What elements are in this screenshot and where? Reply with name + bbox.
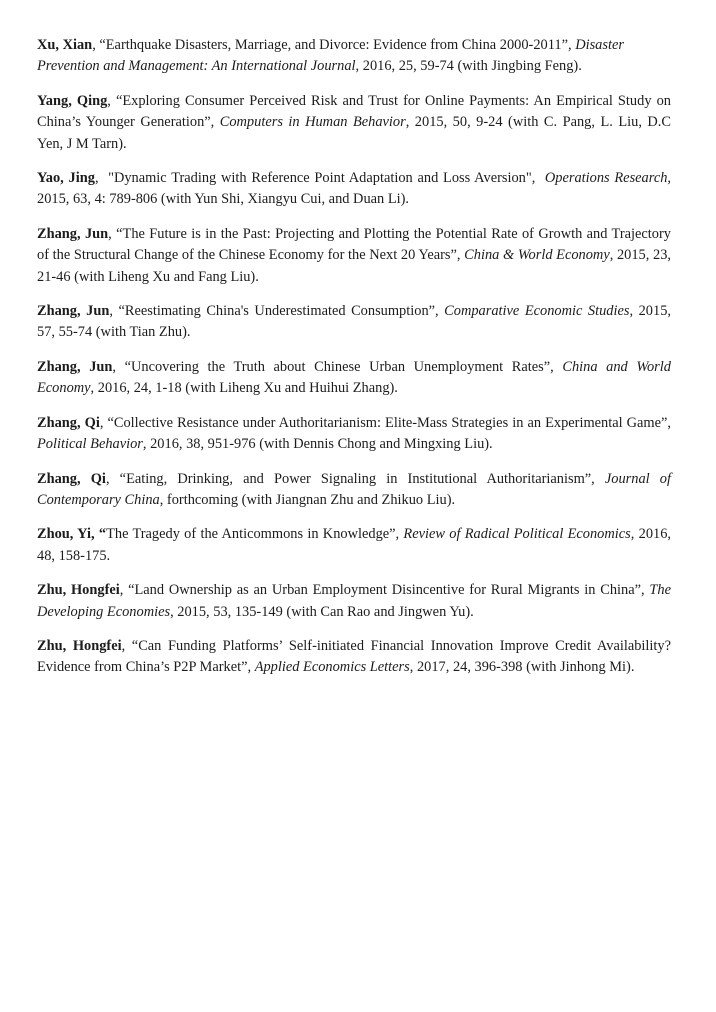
entry-segment-regular: , 2015, 23, 21-46 (with Liheng Xu and Fang Liu). xyxy=(37,247,671,285)
publication-list xyxy=(37,35,671,692)
entry-segment-regular: 2015, 63, 4: 789-806 (with Yun Shi, Xiangyu Cui, and Duan Li). xyxy=(37,191,409,208)
entry-segment-bold: Xu, Xian xyxy=(37,37,93,53)
entry-segment-regular: , "Dynamic Trading with Reference Point Adaptation and Loss Aversion", xyxy=(94,170,545,187)
publication-entry xyxy=(37,636,671,679)
entry-segment-regular: The Tragedy of the Anticommons in Knowledge”, xyxy=(106,526,404,543)
entry-segment-italic: Political Behavior xyxy=(37,436,143,453)
entry-segment-bold: Zhu, Hongfei xyxy=(37,637,122,654)
entry-segment-regular: , forthcoming (with Jiangnan Zhu and Zhikuo Liu). xyxy=(159,491,456,508)
entry-segment-regular: , “Earthquake Disasters, Marriage, and Divorce: Evidence from China 2000-2011”, xyxy=(92,37,576,53)
entry-segment-regular: , “Reestimating China's Underestimated Consumption”, xyxy=(109,303,445,320)
entry-segment-regular: , 2016, 24, 1-18 (with Liheng Xu and Huihui Zhang). xyxy=(90,380,398,397)
entry-segment-regular: , 2015, 50, 9-24 (with C. Pang, L. Liu, D.C Yen, J M Tarn). xyxy=(37,114,672,152)
publication-entry xyxy=(37,469,671,512)
publication-entry xyxy=(37,357,671,400)
entry-segment-italic: Disaster Prevention and Management: An International Journal xyxy=(37,37,624,75)
entry-segment-italic: Operations Research, xyxy=(544,170,672,187)
publication-entry xyxy=(37,524,671,567)
entry-segment-regular: , “Can Funding Platforms’ Self-initiated Financial Innovation Improve Credit Availability? Evidence from China’s P2P Market”, xyxy=(37,637,671,676)
entry-segment-regular: , 2017, 24, 396-398 (with Jinhong Mi). xyxy=(409,659,635,676)
entry-segment-bold: Yao, Jing xyxy=(37,170,95,187)
entry-segment-regular: , 2016, 38, 951-976 (with Dennis Chong and Mingxing Liu). xyxy=(142,436,493,453)
publication-entry xyxy=(37,224,671,288)
entry-segment-regular: , 2016, 48, 158-175. xyxy=(37,526,672,564)
entry-segment-italic: China and World Economy xyxy=(37,358,671,397)
entry-segment-regular: , “Exploring Consumer Perceived Risk and Trust for Online Payments: An Empirical Study on China’s Younger Generation”, xyxy=(37,92,671,131)
entry-segment-regular: , 2015, 53, 135-149 (with Can Rao and Jingwen Yu). xyxy=(170,603,474,620)
entry-segment-bold: Zhang, Jun xyxy=(37,358,113,375)
entry-segment-italic: Applied Economics Letters xyxy=(254,659,410,676)
entry-segment-italic: Computers in Human Behavior xyxy=(219,114,406,131)
publication-entry xyxy=(37,301,671,344)
entry-segment-regular: , “Land Ownership as an Urban Employment Disincentive for Rural Migrants in China”, xyxy=(119,582,650,599)
publication-entry xyxy=(37,168,671,211)
entry-segment-regular: , “Eating, Drinking, and Power Signaling in Institutional Authoritarianism”, xyxy=(105,470,605,487)
entry-segment-regular: , 2016, 25, 59-74 (with Jingbing Feng). xyxy=(355,58,582,75)
entry-segment-bold: Zhang, Qi xyxy=(37,414,100,431)
publication-entry xyxy=(37,413,671,456)
entry-segment-regular: , “The Future is in the Past: Projecting and Plotting the Potential Rate of Growth and Trajectory of the Structural Change of the Chinese Economy for the Next 20 Years”, xyxy=(37,225,671,264)
publication-entry xyxy=(37,580,671,623)
entry-segment-bold: Yang, Qing xyxy=(37,92,108,109)
publication-entry xyxy=(37,35,671,78)
entry-segment-regular: , 2015, 57, 55-74 (with Tian Zhu). xyxy=(37,303,671,341)
entry-segment-bold: Zhu, Hongfei xyxy=(37,582,120,599)
entry-segment-bold: Zhang, Qi xyxy=(37,470,106,487)
entry-segment-italic: Review of Radical Political Economics xyxy=(403,526,631,543)
entry-segment-bold: Zhou, Yi, “ xyxy=(37,526,107,543)
entry-segment-italic: China & World Economy xyxy=(464,247,610,264)
entry-segment-regular: , “Collective Resistance under Authoritarianism: Elite-Mass Strategies in an Experimental Game”, xyxy=(99,414,671,431)
publication-entry xyxy=(37,91,671,155)
entry-segment-bold: Zhang, Jun xyxy=(37,225,109,242)
entry-segment-italic: The Developing Economies xyxy=(37,582,671,620)
entry-segment-bold: Zhang, Jun xyxy=(37,303,110,320)
entry-segment-italic: Journal of Contemporary China xyxy=(37,470,671,508)
entry-segment-regular: , “Uncovering the Truth about Chinese Urban Unemployment Rates”, xyxy=(112,358,563,375)
entry-segment-italic: Comparative Economic Studies xyxy=(444,303,630,320)
